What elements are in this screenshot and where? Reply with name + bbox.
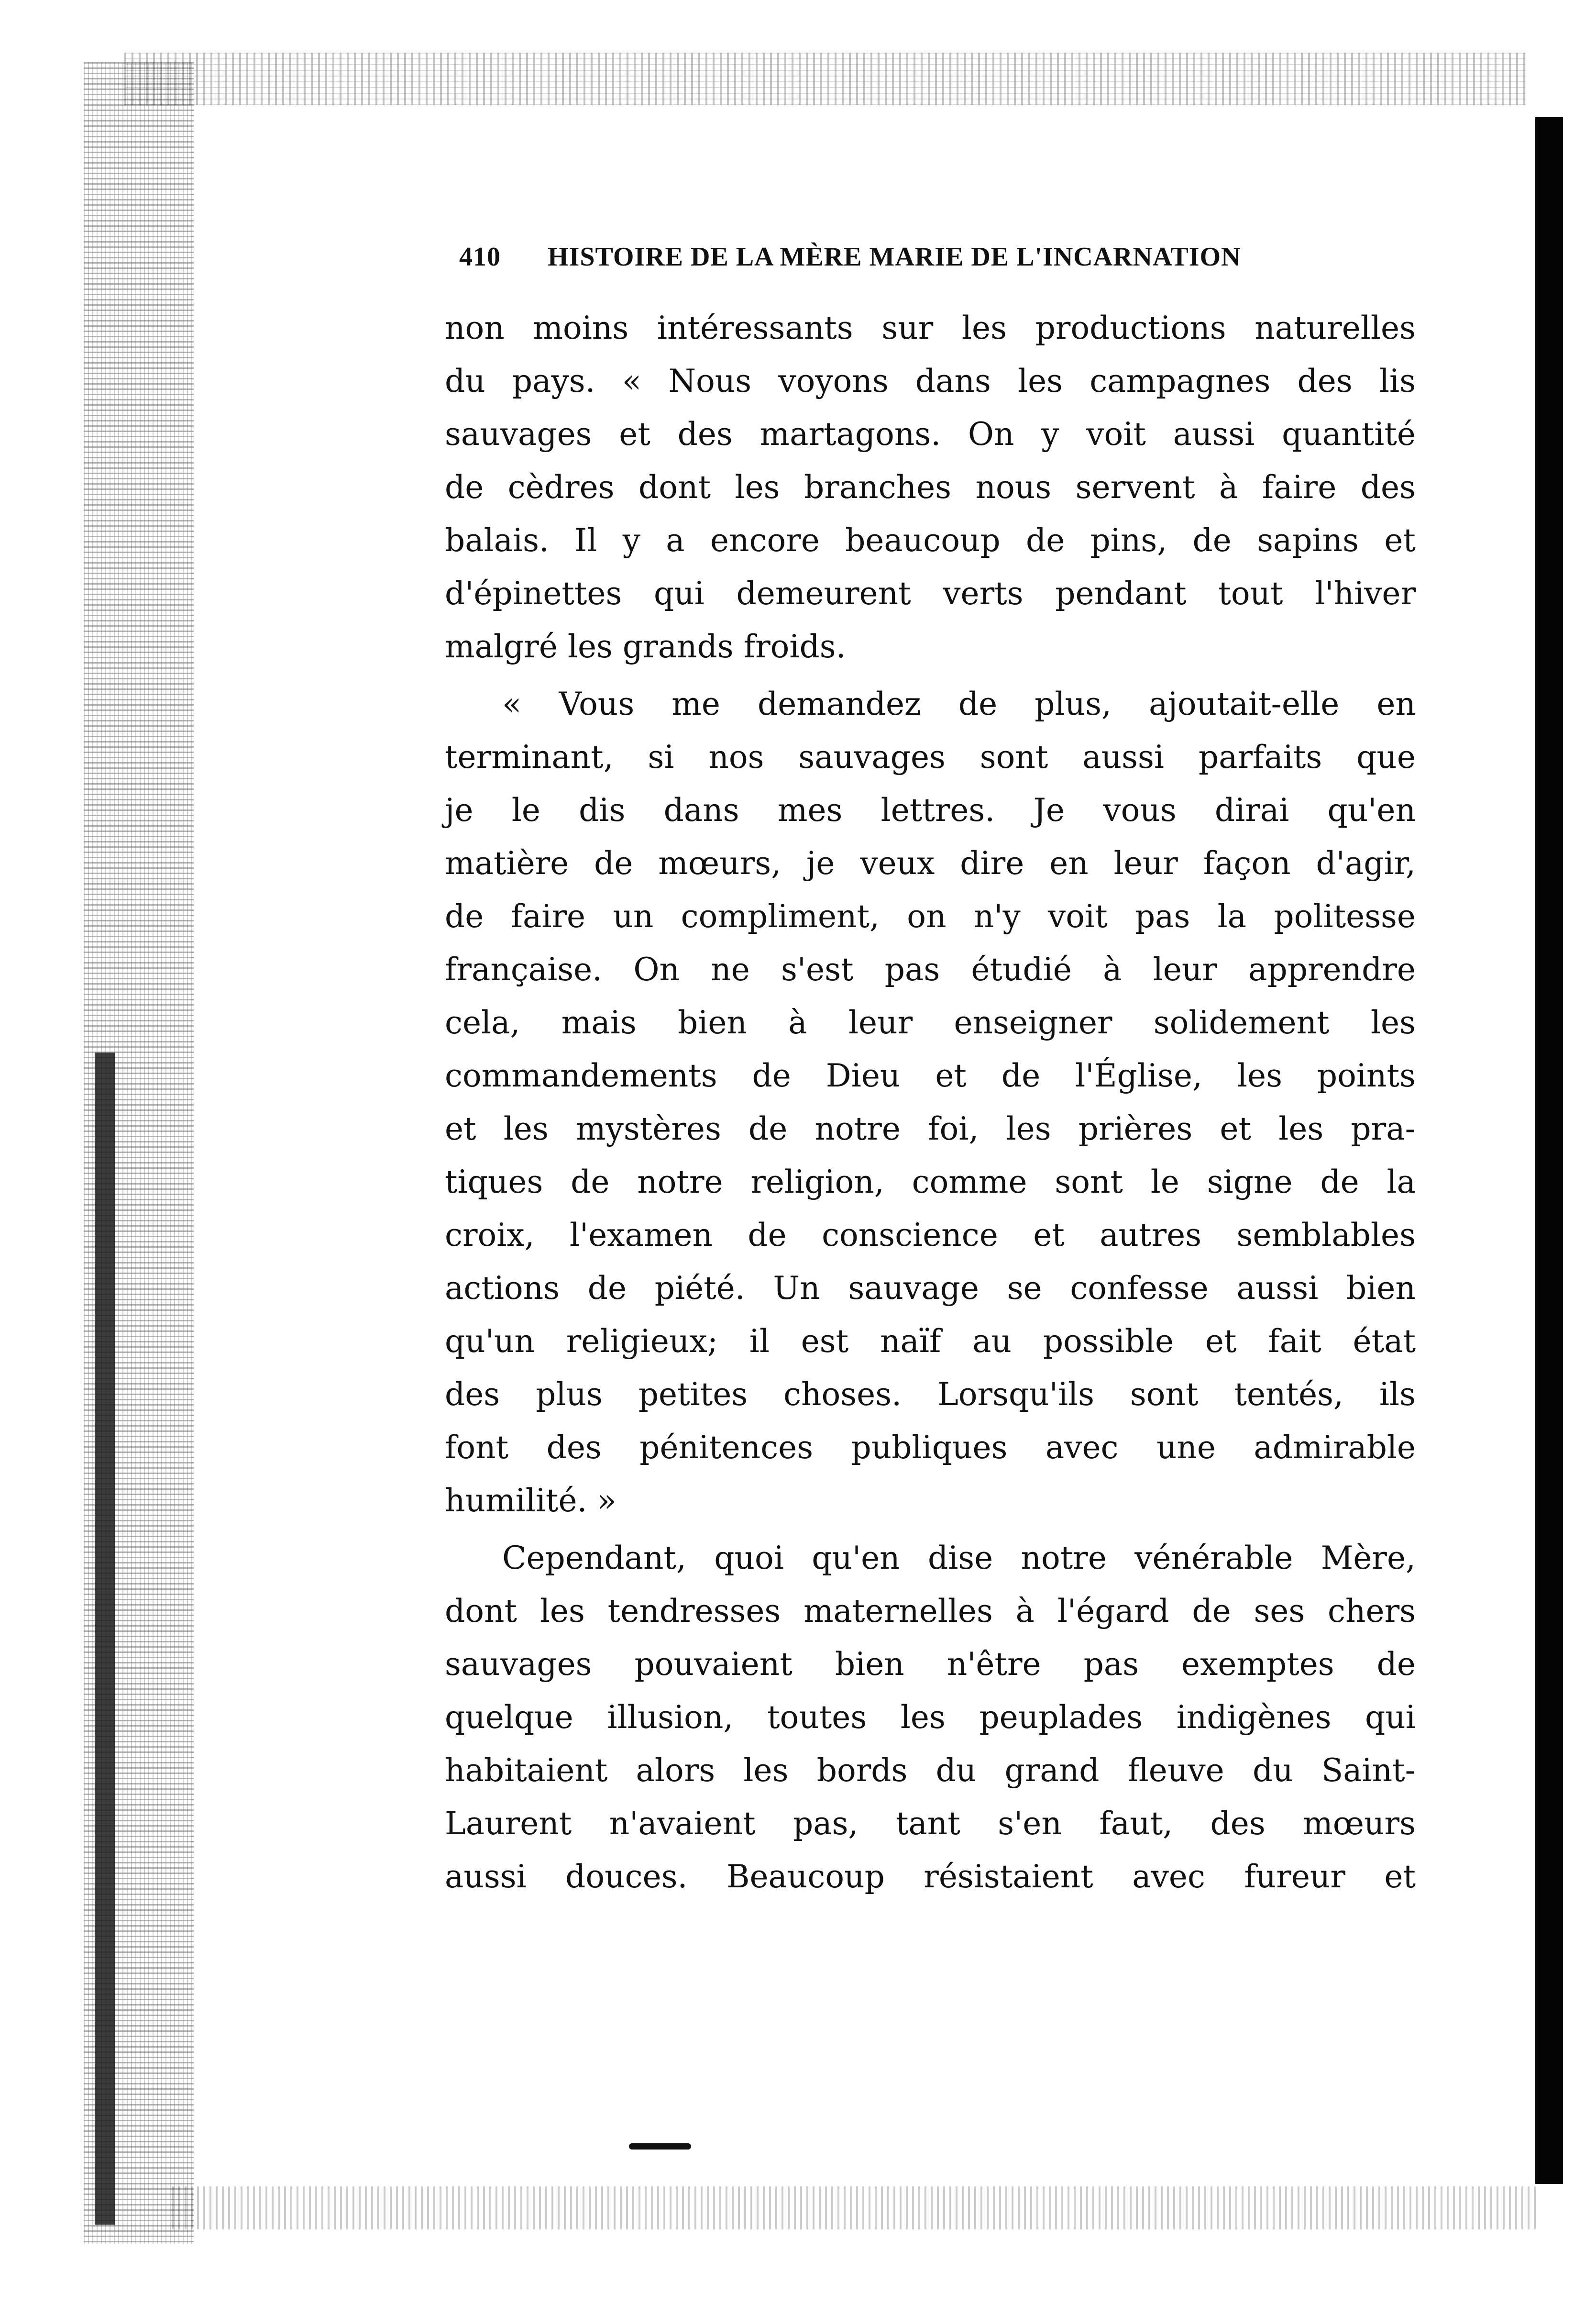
word: dans [915,363,991,399]
word: petites [638,1376,748,1413]
running-title: HISTOIRE DE LA MÈRE MARIE DE L'INCARNATION [548,242,1241,272]
text-line [445,1155,1416,1208]
word: lettres. [881,792,995,829]
word: aussi [1236,1270,1319,1307]
word: Vous [559,686,635,722]
word: font [445,1429,509,1466]
word: piété. [654,1270,745,1307]
word: vous [1103,792,1177,829]
word: nous [975,469,1052,506]
word: me [671,686,720,722]
text-line [445,1531,1416,1585]
word: et [1384,522,1416,559]
word: dis [579,792,626,829]
word: les [961,310,1007,346]
word: à [1015,1593,1035,1629]
word: tout [1218,575,1283,612]
word: leur [1153,951,1217,988]
word: qu'en [812,1540,900,1576]
word: grand [1004,1752,1100,1789]
word: mais [561,1004,637,1041]
word: pas [1134,898,1190,935]
text-line [445,1315,1416,1368]
word: de [1320,1164,1359,1200]
text-line [445,677,1416,731]
word: dire [960,845,1024,882]
word: douces. [565,1858,688,1895]
word: encore [710,522,820,559]
word: plus [536,1376,603,1413]
word: confesse [1070,1270,1209,1307]
word: conscience [822,1217,998,1253]
word: les [1018,363,1063,399]
scan-noise-bottom [172,2186,1540,2229]
word: l'examen [569,1217,713,1253]
word: et [1033,1217,1065,1253]
word: publiques [851,1429,1008,1466]
word: possible [1043,1323,1174,1360]
word: tant [895,1805,960,1842]
word: l'égard [1057,1593,1169,1629]
word: et [1220,1110,1251,1147]
text-line [445,514,1416,567]
word: les [743,1752,789,1789]
word: se [1007,1270,1042,1307]
word: avec [1132,1858,1205,1895]
word: sont [1055,1164,1123,1200]
word: avec [1045,1429,1119,1466]
text-line [445,837,1416,890]
word: de [571,1164,610,1200]
word: leur [848,1004,913,1041]
word: Mère, [1321,1540,1416,1576]
word: des [445,1376,500,1413]
word: points [1317,1057,1416,1094]
word: quoi [714,1540,784,1576]
word: mœurs, [658,845,781,882]
word: et [445,1110,476,1147]
word: moins [533,310,629,346]
word: illusion, [607,1699,734,1736]
word: branches [804,469,952,506]
text-line [445,996,1416,1049]
word: je [806,845,835,882]
word: un [613,898,654,935]
word: de [445,469,484,506]
page-number: 410 [459,242,501,272]
word: aussi [1173,416,1255,453]
word: sauvages [798,739,946,776]
word: veux [860,845,935,882]
word: politesse [1274,898,1416,935]
word: commandements [445,1057,717,1094]
word: de [1376,1646,1416,1683]
word: aussi [1082,739,1164,776]
word: tendresses [607,1593,781,1629]
text-line [445,355,1416,408]
text-line [445,1797,1416,1850]
word: Cependant, [502,1540,686,1576]
word: faut, [1099,1805,1173,1842]
word: religion, [750,1164,884,1200]
word: Nous [668,363,752,399]
word: pénitences [639,1429,814,1466]
word: les [1370,1004,1416,1041]
word: habitaient [445,1752,608,1789]
word: s'en [998,1805,1062,1842]
word: la [1217,898,1247,935]
word: de [1192,522,1232,559]
word: apprendre [1248,951,1416,988]
word: sont [1130,1376,1199,1413]
word: leur [1113,845,1178,882]
word: Un [773,1270,820,1307]
word: si [648,739,674,776]
word: ses [1254,1593,1305,1629]
scan-page-edge-right [1535,117,1563,2184]
text-line [445,1850,1416,1903]
word: voit [1086,416,1146,453]
word: de [752,1057,791,1094]
word: faire [511,898,586,935]
word: ils [1379,1376,1416,1413]
word: on [907,898,947,935]
word: en [1376,686,1416,722]
text-line [445,1638,1416,1691]
word: quantité [1282,416,1416,453]
word: Il [574,522,597,559]
word: balais. [445,522,550,559]
word: exemptes [1181,1646,1334,1683]
word: la [1387,1164,1416,1200]
word: choses. [783,1376,902,1413]
word: s'est [781,951,854,988]
word: sauvages [445,416,592,453]
word: dont [638,469,711,506]
word: de [1001,1057,1041,1094]
word: les [503,1110,549,1147]
text-line [445,784,1416,837]
word: Laurent [445,1805,572,1842]
word: lis [1379,363,1416,399]
word: de [594,845,633,882]
word: aussi [445,1858,527,1895]
word: tentés, [1234,1376,1343,1413]
word: productions [1035,310,1226,346]
word: bien [678,1004,747,1041]
word: martagons. [759,416,941,453]
word: y [1041,416,1059,453]
word: notre [815,1110,901,1147]
word: fleuve [1127,1752,1224,1789]
word: foi, [928,1110,979,1147]
word: pins, [1090,522,1167,559]
word: Saint- [1321,1752,1416,1789]
word: des [1360,469,1416,506]
word: beaucoup [845,522,1001,559]
word: « [622,363,642,399]
word: compliment, [681,898,880,935]
text-line [445,943,1416,996]
word: enseigner [954,1004,1112,1041]
word: matière [445,845,569,882]
word: état [1353,1323,1416,1360]
word: actions [445,1270,560,1307]
word: le [511,792,540,829]
word: mes [777,792,843,829]
word: religieux; [566,1323,718,1360]
word: servent [1075,469,1195,506]
text-line [445,301,1416,355]
word: d'épinettes [445,575,622,612]
word: « [502,686,522,722]
word: est [801,1323,849,1360]
text-line: malgré les grands froids. [445,628,846,665]
word: vénérable [1134,1540,1293,1576]
word: pouvaient [634,1646,792,1683]
text-line [445,1421,1416,1474]
text-line [445,731,1416,784]
word: dans [663,792,739,829]
word: sur [881,310,934,346]
word: pas, [793,1805,859,1842]
word: et [935,1057,967,1094]
word: qu'un [445,1323,535,1360]
word: On [968,416,1014,453]
word: admirable [1254,1429,1416,1466]
word: bords [816,1752,908,1789]
text-line [445,1691,1416,1744]
word: comme [912,1164,1027,1200]
word: les [1006,1110,1051,1147]
word: n'y [973,898,1021,935]
word: je [445,792,473,829]
word: à [788,1004,807,1041]
word: le [1150,1164,1179,1200]
word: voit [1048,898,1108,935]
word: les [735,469,780,506]
word: bien [835,1646,904,1683]
word: française. [445,951,603,988]
word: de [587,1270,627,1307]
word: naturelles [1255,310,1416,346]
word: qui [1365,1699,1416,1736]
word: les [900,1699,946,1736]
word: en [1049,845,1089,882]
word: du [445,363,485,399]
word: verts [943,575,1024,612]
word: pra- [1351,1110,1416,1147]
word: pendant [1055,575,1187,612]
word: chers [1328,1593,1416,1629]
word: demeurent [736,575,911,612]
word: façon [1203,845,1291,882]
word: qu'en [1327,792,1416,829]
word: des [546,1429,602,1466]
ink-smudge [629,2143,691,2150]
word: On [633,951,680,988]
word: l'hiver [1315,575,1416,612]
word: et [1384,1858,1416,1895]
word: a [666,522,685,559]
word: bien [1346,1270,1416,1307]
word: intéressants [657,310,853,346]
text-line: humilité. » [445,1482,616,1519]
word: les [1278,1110,1324,1147]
word: n'avaient [609,1805,756,1842]
word: demandez [758,686,921,722]
word: de [958,686,998,722]
word: pas [1083,1646,1139,1683]
word: les [539,1593,585,1629]
text-line [445,1368,1416,1421]
scan-binding-shadow [95,1053,115,2225]
text-line [445,1262,1416,1315]
word: signe [1207,1164,1293,1200]
word: alors [636,1752,715,1789]
word: de [1192,1593,1231,1629]
word: à [1219,469,1238,506]
text-line [445,1049,1416,1102]
word: sauvage [848,1270,979,1307]
word: que [1356,739,1416,776]
word: n'être [947,1646,1041,1683]
word: sont [980,739,1048,776]
word: y [622,522,641,559]
word: fait [1268,1323,1321,1360]
word: sauvages [445,1646,592,1683]
word: quelque [445,1699,573,1736]
text-line [445,1102,1416,1155]
text-line [445,890,1416,943]
body-text [445,301,1416,1903]
word: de [748,1217,787,1253]
word: étudié [971,951,1072,988]
running-head [459,242,1368,275]
word: non [445,310,505,346]
text-line [445,1744,1416,1797]
word: des [677,416,733,453]
word: du [936,1752,977,1789]
word: solidement [1153,1004,1330,1041]
word: il [749,1323,770,1360]
word: mœurs [1303,1805,1416,1842]
word: voyons [778,363,889,399]
word: dise [927,1540,993,1576]
word: de [748,1110,788,1147]
word: Je [1033,792,1065,829]
text-line [445,567,1416,620]
word: tiques [445,1164,543,1200]
word: du [1252,1752,1293,1789]
word: sapins [1257,522,1359,559]
word: plus, [1035,686,1112,722]
word: parfaits [1198,739,1322,776]
word: notre [637,1164,723,1200]
word: pays. [512,363,595,399]
word: indigènes [1176,1699,1332,1736]
word: l'Église, [1075,1057,1202,1094]
word: des [1210,1805,1266,1842]
word: Dieu [826,1057,901,1094]
text-line [445,461,1416,514]
word: de [445,898,484,935]
word: mystères [576,1110,721,1147]
word: semblables [1236,1217,1416,1253]
word: ne [711,951,750,988]
word: toutes [767,1699,867,1736]
word: dont [445,1593,517,1629]
word: campagnes [1090,363,1271,399]
word: Beaucoup [726,1858,885,1895]
word: naïf [880,1323,941,1360]
text-line [445,1585,1416,1638]
word: fureur [1244,1858,1345,1895]
word: qui [654,575,704,612]
word: une [1156,1429,1216,1466]
scan-noise-top [124,53,1526,105]
word: terminant, [445,739,614,776]
word: résistaient [924,1858,1093,1895]
word: de [1025,522,1065,559]
word: cèdres [507,469,615,506]
word: ajoutait-elle [1149,686,1340,722]
word: au [972,1323,1012,1360]
word: et [1205,1323,1237,1360]
text-line [445,408,1416,461]
word: et [619,416,650,453]
word: notre [1021,1540,1107,1576]
word: autres [1100,1217,1202,1253]
word: croix, [445,1217,535,1253]
word: les [1237,1057,1282,1094]
word: prières [1078,1110,1193,1147]
text-line [445,1208,1416,1262]
word: des [1297,363,1353,399]
word: dirai [1214,792,1289,829]
word: nos [708,739,764,776]
word: pas [884,951,940,988]
word: d'agir, [1316,845,1416,882]
word: faire [1262,469,1337,506]
word: maternelles [804,1593,993,1629]
word: cela, [445,1004,520,1041]
word: à [1103,951,1122,988]
word: peuplades [979,1699,1143,1736]
word: Lorsqu'ils [937,1376,1094,1413]
